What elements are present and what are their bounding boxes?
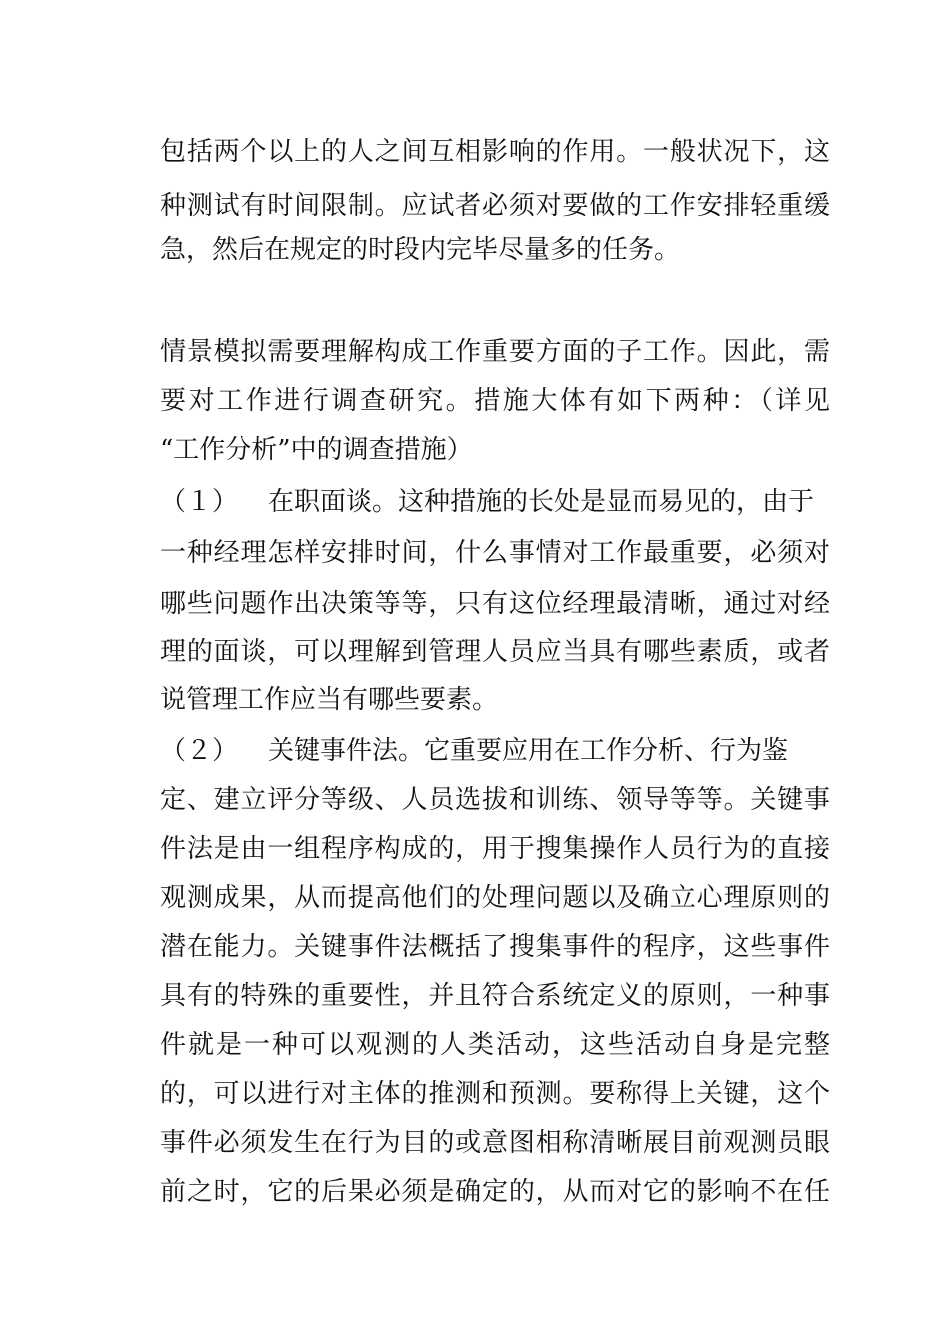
- paragraph1-line-1: 包括两个以上的人之间互相影响的作用。一般状况下，这: [160, 137, 830, 167]
- item2-marker: （２）: [160, 736, 239, 766]
- paragraph2-line-3: “工作分析”中的调查措施）: [160, 435, 473, 465]
- item1-marker: （１）: [160, 487, 239, 517]
- item2-line-6: 具有的特殊的重要性，并且符合系统定义的原则，一种事: [160, 981, 830, 1011]
- item1-heading-text: 在职面谈。这种措施的长处是显而易见的，由于: [268, 487, 815, 517]
- paragraph1-line-3: 急，然后在规定的时段内完毕尽量多的任务。: [160, 235, 681, 265]
- item2-line-7: 件就是一种可以观测的人类活动，这些活动自身是完整: [160, 1030, 830, 1060]
- item2-line-4: 观测成果，从而提高他们的处理问题以及确立心理原则的: [160, 883, 830, 913]
- item1-line-3: 哪些问题作出决策等等，只有这位经理最清晰，通过对经: [160, 589, 830, 619]
- item2-first-line: [160, 733, 830, 769]
- item2-heading-text: 关键事件法。它重要应用在工作分析、行为鉴: [268, 736, 789, 766]
- paragraph1-line-2: 种测试有时间限制。应试者必须对要做的工作安排轻重缓: [160, 191, 830, 221]
- item1-line-4: 理的面谈，可以理解到管理人员应当具有哪些素质，或者: [160, 637, 830, 667]
- paragraph2-line-1: 情景模拟需要理解构成工作重要方面的子工作。因此，需: [160, 337, 830, 367]
- item2-line-5: 潜在能力。关键事件法概括了搜集事件的程序，这些事件: [160, 932, 830, 962]
- item2-line-10: 前之时，它的后果必须是确定的，从而对它的影响不在任: [160, 1177, 830, 1207]
- item1-first-line: [160, 484, 830, 520]
- item2-line-8: 的，可以进行对主体的推测和预测。要称得上关键，这个: [160, 1079, 830, 1109]
- item2-line-3: 件法是由一组程序构成的，用于搜集操作人员行为的直接: [160, 834, 830, 864]
- item1-line-5: 说管理工作应当有哪些要素。: [160, 685, 499, 715]
- item2-line-9: 事件必须发生在行为目的或意图相称清晰展目前观测员眼: [160, 1128, 830, 1158]
- paragraph2-line-2: 要对工作进行调查研究。措施大体有如下两种：（详见: [160, 386, 830, 416]
- item2-line-2: 定、建立评分等级、人员选拔和训练、领导等等。关键事: [160, 785, 830, 815]
- item1-line-2: 一种经理怎样安排时间，什么事情对工作最重要，必须对: [160, 538, 830, 568]
